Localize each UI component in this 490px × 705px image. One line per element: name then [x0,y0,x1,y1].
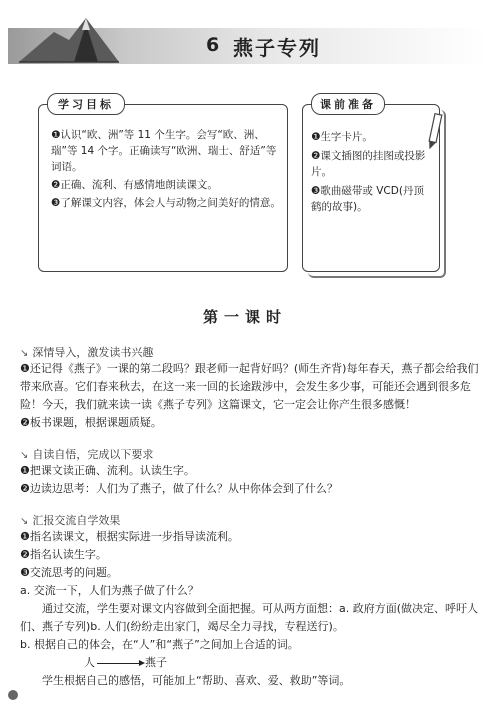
section-arrow-icon: ↘ [20,348,29,359]
learning-objectives-label: 学习目标 [47,93,125,115]
diagram-right-label: 燕子 [145,656,167,669]
body-line: 学生根据自己的感悟，可能加上“帮助、喜欢、爱、救助”等词。 [42,674,351,687]
preparation-list [311,129,433,218]
lesson-title: 第一课时 [202,308,287,326]
objective-item: ❷正确、流利、有感情地朗读课文。 [51,179,218,191]
body-line: ❶把课文读正确、流利。认读生字。 [20,464,195,477]
body-line: 通过交流，学生要对课文内容做到全面把握。可从两方面想：a. 政府方面(做决定、呼吁人们、燕子专列)b. 人们(纷纷走出家门，竭尽全力寻找，专程送行)。 [20,602,479,633]
preparation-label: 课前准备 [311,93,385,115]
body-line: ❷指名认读生字。 [20,548,107,561]
section-body [20,462,480,498]
chapter-number: 6 [206,34,220,56]
pencil-icon [426,112,444,152]
body-line: ❷边读边思考：人们为了燕子，做了什么？从中你体会到了什么？ [20,482,338,495]
body-line: ❶指名读课文，根据实际进一步指导读流利。 [20,530,239,543]
preparation-item: ❶生字卡片。 [311,131,373,143]
section-heading [20,446,153,462]
section-heading [20,344,153,360]
section-body [20,528,480,690]
section-body [20,360,480,432]
body-line: b. 根据自己的体会，在“人”和“燕子”之间加上合适的词。 [20,638,299,651]
arrow-right-icon [97,663,143,664]
learning-objectives-list [51,127,283,213]
section-heading [20,512,120,528]
section-heading-text: 自读自悟，完成以下要求 [32,448,154,461]
mountain-emblem-icon [14,10,124,68]
section-heading-text: 深情导入，激发读书兴趣 [32,346,154,359]
section-heading-text: 汇报交流自学效果 [32,514,121,527]
preparation-box [302,98,440,272]
objective-item: ❸了解课文内容，体会人与动物之间美好的情意。 [51,197,281,209]
learning-objectives-box [38,98,288,272]
body-line: ❶还记得《燕子》一课的第二段吗？跟老师一起背好吗？(师生齐背)每年春天，燕子都会给我们带来欣喜。它们春来秋去，在这一来一回的长途跋涉中，会发生多少事，可能还会遇到很多危险！今天，我们就来读一读《燕子专列》这篇课文，它一定会让你产生很多感慨！ [20,362,479,411]
relation-diagram [20,654,480,672]
chapter-title: 燕子专列 [233,36,321,60]
body-line: a. 交流一下，人们为燕子做了什么？ [20,584,199,597]
diagram-left-label: 人 [84,656,95,669]
objective-item: ❶认识“欧、洲”等 11 个生字。会写“欧、洲、瑞”等 14 个字。正确读写“欧洲、瑞士、舒适”等词语。 [51,129,277,173]
preparation-item: ❷课文插图的挂图或投影片。 [311,150,426,178]
preparation-item: ❸歌曲磁带或 VCD(丹顶鹤的故事)。 [311,185,424,213]
body-line: ❷板书课题，根据课题质疑。 [20,416,162,429]
section-arrow-icon: ↘ [20,450,29,461]
body-line: ❸交流思考的问题。 [20,566,118,579]
page-corner-dot [8,690,18,700]
section-arrow-icon: ↘ [20,516,29,527]
